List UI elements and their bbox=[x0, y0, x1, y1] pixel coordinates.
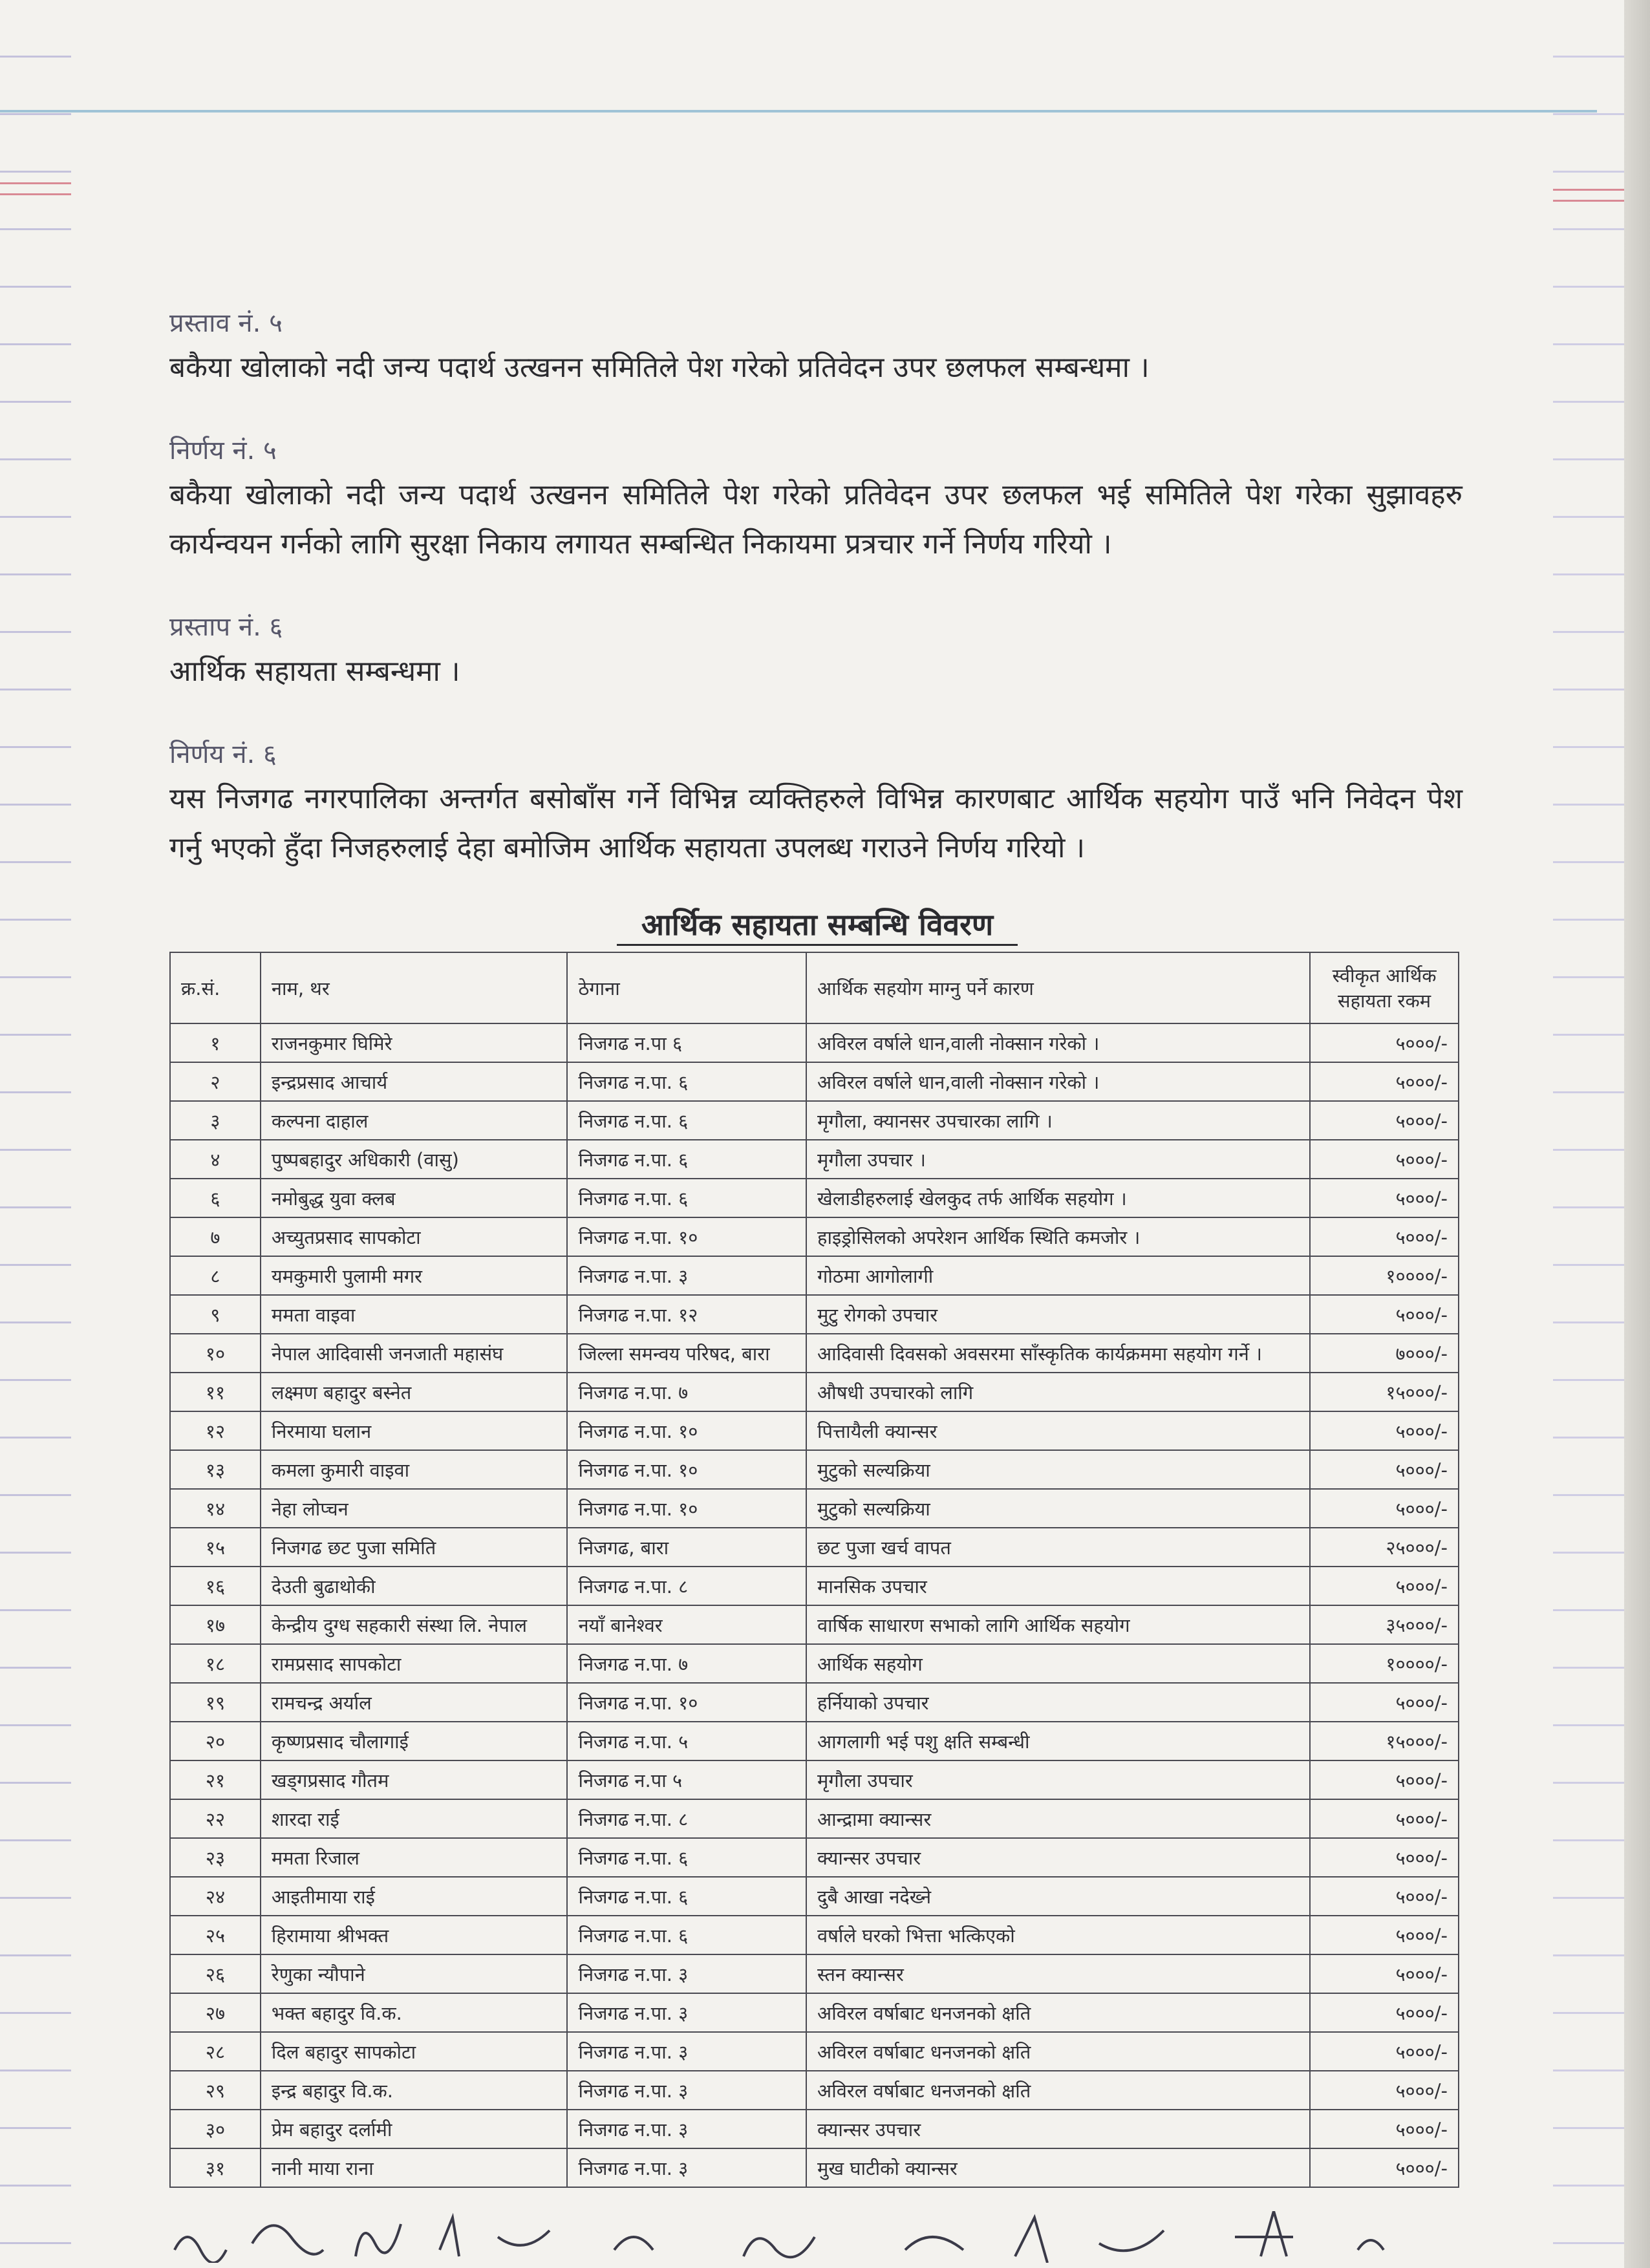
cell-amount: ५०००/- bbox=[1310, 2110, 1459, 2148]
cell-reason: पित्तायैली क्यान्सर bbox=[806, 1411, 1310, 1450]
cell-sn: २० bbox=[170, 1722, 261, 1760]
cell-reason: अविरल वर्षाले धान,वाली नोक्सान गरेको । bbox=[806, 1023, 1310, 1062]
cell-reason: अविरल वर्षाबाट धनजनको क्षति bbox=[806, 2032, 1310, 2071]
cell-amount: ५०००/- bbox=[1310, 1838, 1459, 1877]
cell-address: निजगढ न.पा. १० bbox=[567, 1450, 806, 1489]
cell-sn: ९ bbox=[170, 1295, 261, 1334]
decision-6 bbox=[169, 735, 1462, 873]
cell-amount: १००००/- bbox=[1310, 1644, 1459, 1683]
cell-address: निजगढ न.पा. ३ bbox=[567, 2071, 806, 2110]
cell-address: निजगढ न.पा. ३ bbox=[567, 1256, 806, 1295]
table-row bbox=[170, 1101, 1459, 1140]
cell-amount: १००००/- bbox=[1310, 1256, 1459, 1295]
cell-name: लक्ष्मण बहादुर बस्नेत bbox=[261, 1373, 568, 1411]
cell-amount: ५०००/- bbox=[1310, 1295, 1459, 1334]
cell-reason: अविरल वर्षाबाट धनजनको क्षति bbox=[806, 1993, 1310, 2032]
table-row bbox=[170, 1140, 1459, 1179]
table-row bbox=[170, 1179, 1459, 1217]
cell-amount: ५०००/- bbox=[1310, 1450, 1459, 1489]
cell-address: निजगढ न.पा. ३ bbox=[567, 2148, 806, 2187]
cell-amount: ५०००/- bbox=[1310, 1567, 1459, 1605]
table-header-row bbox=[170, 952, 1459, 1023]
cell-sn: २ bbox=[170, 1062, 261, 1101]
page-edge bbox=[1624, 0, 1650, 2268]
cell-sn: २१ bbox=[170, 1760, 261, 1799]
cell-address: निजगढ न.पा. १२ bbox=[567, 1295, 806, 1334]
cell-sn: ६ bbox=[170, 1179, 261, 1217]
cell-sn: २५ bbox=[170, 1916, 261, 1954]
cell-sn: १० bbox=[170, 1334, 261, 1373]
cell-address: निजगढ न.पा. ५ bbox=[567, 1722, 806, 1760]
cell-amount: ५०००/- bbox=[1310, 1760, 1459, 1799]
table-body bbox=[170, 1023, 1459, 2187]
cell-name: रामप्रसाद सापकोटा bbox=[261, 1644, 568, 1683]
cell-amount: ५०००/- bbox=[1310, 2071, 1459, 2110]
cell-name: आइतीमाया राई bbox=[261, 1877, 568, 1916]
cell-name: नेहा लोप्चन bbox=[261, 1489, 568, 1528]
header-reason: आर्थिक सहयोग माग्नु पर्ने कारण bbox=[806, 952, 1310, 1023]
cell-sn: १९ bbox=[170, 1683, 261, 1722]
cell-sn: २२ bbox=[170, 1799, 261, 1838]
cell-address: निजगढ न.पा. ६ bbox=[567, 1179, 806, 1217]
cell-reason: अविरल वर्षाले धान,वाली नोक्सान गरेको । bbox=[806, 1062, 1310, 1101]
cell-amount: ७०००/- bbox=[1310, 1334, 1459, 1373]
financial-aid-table bbox=[169, 952, 1459, 2188]
notebook-right-margin bbox=[1553, 0, 1624, 2268]
cell-name: रेणुका न्यौपाने bbox=[261, 1954, 568, 1993]
header-sn: क्र.सं. bbox=[170, 952, 261, 1023]
cell-amount: २५०००/- bbox=[1310, 1528, 1459, 1567]
cell-reason: मृगौला उपचार bbox=[806, 1760, 1310, 1799]
header-name: नाम, थर bbox=[261, 952, 568, 1023]
cell-reason: मृगौला उपचार । bbox=[806, 1140, 1310, 1179]
table-row bbox=[170, 1760, 1459, 1799]
table-row bbox=[170, 2148, 1459, 2187]
table-row bbox=[170, 1528, 1459, 1567]
cell-address: निजगढ न.पा. १० bbox=[567, 1411, 806, 1450]
table-row bbox=[170, 1062, 1459, 1101]
cell-reason: मृगौला, क्यानसर उपचारका लागि । bbox=[806, 1101, 1310, 1140]
cell-reason: छट पुजा खर्च वापत bbox=[806, 1528, 1310, 1567]
cell-sn: १७ bbox=[170, 1605, 261, 1644]
cell-address: निजगढ न.पा. ६ bbox=[567, 1101, 806, 1140]
table-row bbox=[170, 1217, 1459, 1256]
cell-name: प्रेम बहादुर दर्लामी bbox=[261, 2110, 568, 2148]
cell-name: ममता रिजाल bbox=[261, 1838, 568, 1877]
cell-amount: ५०००/- bbox=[1310, 1489, 1459, 1528]
table-row bbox=[170, 1567, 1459, 1605]
table-row bbox=[170, 1877, 1459, 1916]
cell-sn: २३ bbox=[170, 1838, 261, 1877]
cell-address: निजगढ न.पा ६ bbox=[567, 1023, 806, 1062]
cell-name: नेपाल आदिवासी जनजाती महासंघ bbox=[261, 1334, 568, 1373]
cell-name: इन्द्र बहादुर वि.क. bbox=[261, 2071, 568, 2110]
proposal-5-heading: प्रस्ताव नं. ५ bbox=[169, 308, 283, 338]
table-row bbox=[170, 1295, 1459, 1334]
header-amount: स्वीकृत आर्थिक सहायता रकम bbox=[1310, 952, 1459, 1023]
cell-sn: ३ bbox=[170, 1101, 261, 1140]
cell-reason: मुख घाटीको क्यान्सर bbox=[806, 2148, 1310, 2187]
cell-amount: ५०००/- bbox=[1310, 1140, 1459, 1179]
table-row bbox=[170, 1644, 1459, 1683]
cell-sn: २४ bbox=[170, 1877, 261, 1916]
cell-name: खड्गप्रसाद गौतम bbox=[261, 1760, 568, 1799]
cell-name: शारदा राई bbox=[261, 1799, 568, 1838]
cell-address: निजगढ न.पा. ६ bbox=[567, 1916, 806, 1954]
cell-address: निजगढ न.पा. ७ bbox=[567, 1644, 806, 1683]
cell-amount: ५०००/- bbox=[1310, 1993, 1459, 2032]
minutes-content bbox=[169, 304, 1462, 912]
decision-5-heading: निर्णय नं. ५ bbox=[169, 436, 277, 465]
cell-amount: ३५०००/- bbox=[1310, 1605, 1459, 1644]
cell-amount: ५०००/- bbox=[1310, 1799, 1459, 1838]
cell-reason: स्तन क्यान्सर bbox=[806, 1954, 1310, 1993]
table-row bbox=[170, 1450, 1459, 1489]
cell-amount: ५०००/- bbox=[1310, 1217, 1459, 1256]
cell-reason: आन्द्रामा क्यान्सर bbox=[806, 1799, 1310, 1838]
cell-amount: ५०००/- bbox=[1310, 1101, 1459, 1140]
cell-address: निजगढ न.पा. ३ bbox=[567, 1993, 806, 2032]
cell-sn: १ bbox=[170, 1023, 261, 1062]
table-row bbox=[170, 1334, 1459, 1373]
table-title: आर्थिक सहायता सम्बन्धि विवरण bbox=[617, 904, 1018, 946]
red-rule-right bbox=[1553, 189, 1624, 202]
cell-name: नमोबुद्ध युवा क्लब bbox=[261, 1179, 568, 1217]
cell-name: इन्द्रप्रसाद आचार्य bbox=[261, 1062, 568, 1101]
cell-amount: १५०००/- bbox=[1310, 1722, 1459, 1760]
cell-name: हिरामाया श्रीभक्त bbox=[261, 1916, 568, 1954]
cell-address: निजगढ न.पा ५ bbox=[567, 1760, 806, 1799]
cell-name: केन्द्रीय दुग्ध सहकारी संस्था लि. नेपाल bbox=[261, 1605, 568, 1644]
table-row bbox=[170, 1954, 1459, 1993]
cell-name: कमला कुमारी वाइवा bbox=[261, 1450, 568, 1489]
cell-reason: गोठमा आगोलागी bbox=[806, 1256, 1310, 1295]
table-row bbox=[170, 1916, 1459, 1954]
cell-reason: दुबै आखा नदेख्ने bbox=[806, 1877, 1310, 1916]
cell-reason: मानसिक उपचार bbox=[806, 1567, 1310, 1605]
cell-sn: १४ bbox=[170, 1489, 261, 1528]
cell-sn: ११ bbox=[170, 1373, 261, 1411]
table-row bbox=[170, 1411, 1459, 1450]
cell-reason: वर्षाले घरको भित्ता भत्किएको bbox=[806, 1916, 1310, 1954]
cell-name: राजनकुमार घिमिरे bbox=[261, 1023, 568, 1062]
cell-sn: २८ bbox=[170, 2032, 261, 2071]
red-rule-left bbox=[0, 182, 71, 195]
cell-reason: क्यान्सर उपचार bbox=[806, 1838, 1310, 1877]
cell-sn: ३० bbox=[170, 2110, 261, 2148]
table-row bbox=[170, 1799, 1459, 1838]
cell-name: अच्युतप्रसाद सापकोटा bbox=[261, 1217, 568, 1256]
cell-amount: ५०००/- bbox=[1310, 2148, 1459, 2187]
decision-5-text: बकैया खोलाको नदी जन्य पदार्थ उत्खनन समितिले पेश गरेको प्रतिवेदन उपर छलफल भई समितिले पेश गरेका सुझावहरु कार्यन्वयन गर्नको लागि सुरक्षा निकाय लगायत सम्बन्धित निकायमा प्रत्रचार गर्ने निर्णय गरियो । bbox=[169, 478, 1462, 561]
cell-name: निजगढ छट पुजा समिति bbox=[261, 1528, 568, 1567]
decision-5 bbox=[169, 431, 1462, 569]
cell-address: निजगढ न.पा. ६ bbox=[567, 1877, 806, 1916]
cell-reason: क्यान्सर उपचार bbox=[806, 2110, 1310, 2148]
cell-sn: १८ bbox=[170, 1644, 261, 1683]
cell-reason: वार्षिक साधारण सभाको लागि आर्थिक सहयोग bbox=[806, 1605, 1310, 1644]
cell-reason: हर्नियाको उपचार bbox=[806, 1683, 1310, 1722]
table-row bbox=[170, 1489, 1459, 1528]
cell-amount: ५०००/- bbox=[1310, 1023, 1459, 1062]
cell-address: जिल्ला समन्वय परिषद, बारा bbox=[567, 1334, 806, 1373]
cell-reason: आगलागी भई पशु क्षति सम्बन्धी bbox=[806, 1722, 1310, 1760]
cell-reason: मुटु रोगको उपचार bbox=[806, 1295, 1310, 1334]
cell-amount: ५०००/- bbox=[1310, 2032, 1459, 2071]
proposal-6 bbox=[169, 608, 1462, 696]
proposal-6-heading: प्रस्ताप नं. ६ bbox=[169, 612, 283, 642]
cell-reason: अविरल वर्षाबाट धनजनको क्षति bbox=[806, 2071, 1310, 2110]
table-row bbox=[170, 2110, 1459, 2148]
decision-6-heading: निर्णय नं. ६ bbox=[169, 740, 277, 769]
cell-address: निजगढ, बारा bbox=[567, 1528, 806, 1567]
cell-address: निजगढ न.पा. ८ bbox=[567, 1567, 806, 1605]
cell-amount: ५०००/- bbox=[1310, 1062, 1459, 1101]
cell-name: देउती बुढाथोकी bbox=[261, 1567, 568, 1605]
cell-address: निजगढ न.पा. ६ bbox=[567, 1062, 806, 1101]
cell-name: ममता वाइवा bbox=[261, 1295, 568, 1334]
cell-address: निजगढ न.पा. ८ bbox=[567, 1799, 806, 1838]
cell-amount: ५०००/- bbox=[1310, 1411, 1459, 1450]
cell-name: नानी माया राना bbox=[261, 2148, 568, 2187]
cell-address: निजगढ न.पा. १० bbox=[567, 1217, 806, 1256]
table-row bbox=[170, 1256, 1459, 1295]
header-address: ठेगाना bbox=[567, 952, 806, 1023]
cell-address: निजगढ न.पा. ७ bbox=[567, 1373, 806, 1411]
cell-amount: ५०००/- bbox=[1310, 1877, 1459, 1916]
cell-sn: २६ bbox=[170, 1954, 261, 1993]
cell-address: निजगढ न.पा. १० bbox=[567, 1683, 806, 1722]
cell-sn: २७ bbox=[170, 1993, 261, 2032]
cell-name: दिल बहादुर सापकोटा bbox=[261, 2032, 568, 2071]
cell-reason: हाइड्रोसिलको अपरेशन आर्थिक स्थिति कमजोर । bbox=[806, 1217, 1310, 1256]
table-row bbox=[170, 1605, 1459, 1644]
cell-address: निजगढ न.पा. ३ bbox=[567, 2110, 806, 2148]
cell-reason: मुटुको सल्यक्रिया bbox=[806, 1450, 1310, 1489]
table-row bbox=[170, 1373, 1459, 1411]
top-rule bbox=[0, 110, 1597, 112]
cell-name: पुष्पबहादुर अधिकारी (वासु) bbox=[261, 1140, 568, 1179]
table-row bbox=[170, 2032, 1459, 2071]
cell-sn: ३१ bbox=[170, 2148, 261, 2187]
handwritten-signatures bbox=[162, 2211, 1455, 2263]
cell-reason: आदिवासी दिवसको अवसरमा साँस्कृतिक कार्यक्रममा सहयोग गर्ने । bbox=[806, 1334, 1310, 1373]
cell-address: नयाँ बानेश्वर bbox=[567, 1605, 806, 1644]
cell-reason: आर्थिक सहयोग bbox=[806, 1644, 1310, 1683]
cell-address: निजगढ न.पा. १० bbox=[567, 1489, 806, 1528]
table-row bbox=[170, 1993, 1459, 2032]
cell-address: निजगढ न.पा. ३ bbox=[567, 2032, 806, 2071]
cell-sn: १६ bbox=[170, 1567, 261, 1605]
table-row bbox=[170, 1683, 1459, 1722]
cell-name: कल्पना दाहाल bbox=[261, 1101, 568, 1140]
table-row bbox=[170, 1838, 1459, 1877]
proposal-6-text: आर्थिक सहायता सम्बन्धमा । bbox=[169, 655, 460, 688]
cell-name: यमकुमारी पुलामी मगर bbox=[261, 1256, 568, 1295]
cell-amount: ५०००/- bbox=[1310, 1916, 1459, 1954]
cell-reason: खेलाडीहरुलाई खेलकुद तर्फ आर्थिक सहयोग । bbox=[806, 1179, 1310, 1217]
cell-sn: ८ bbox=[170, 1256, 261, 1295]
cell-name: निरमाया घलान bbox=[261, 1411, 568, 1450]
table-row bbox=[170, 1023, 1459, 1062]
proposal-5 bbox=[169, 304, 1462, 392]
cell-reason: मुटुको सल्यक्रिया bbox=[806, 1489, 1310, 1528]
decision-6-text: यस निजगढ नगरपालिका अन्तर्गत बसोबाँस गर्ने विभिन्न व्यक्तिहरुले विभिन्न कारणबाट आर्थिक सहयोग पाउँ भनि निवेदन पेश गर्नु भएको हुँदा निजहरुलाई देहा बमोजिम आर्थिक सहायता उपलब्ध गराउने निर्णय गरियो । bbox=[169, 782, 1463, 864]
cell-address: निजगढ न.पा. ६ bbox=[567, 1140, 806, 1179]
proposal-5-text: बकैया खोलाको नदी जन्य पदार्थ उत्खनन समितिले पेश गरेको प्रतिवेदन उपर छलफल सम्बन्धमा । bbox=[169, 351, 1150, 384]
cell-sn: १३ bbox=[170, 1450, 261, 1489]
cell-amount: ५०००/- bbox=[1310, 1954, 1459, 1993]
cell-address: निजगढ न.पा. ६ bbox=[567, 1838, 806, 1877]
cell-amount: ५०००/- bbox=[1310, 1683, 1459, 1722]
cell-address: निजगढ न.पा. ३ bbox=[567, 1954, 806, 1993]
cell-sn: १५ bbox=[170, 1528, 261, 1567]
cell-name: भक्त बहादुर वि.क. bbox=[261, 1993, 568, 2032]
notebook-left-margin bbox=[0, 0, 71, 2268]
table-row bbox=[170, 1722, 1459, 1760]
table-row bbox=[170, 2071, 1459, 2110]
cell-name: रामचन्द्र अर्याल bbox=[261, 1683, 568, 1722]
cell-sn: ७ bbox=[170, 1217, 261, 1256]
cell-amount: १५०००/- bbox=[1310, 1373, 1459, 1411]
cell-sn: २९ bbox=[170, 2071, 261, 2110]
cell-sn: १२ bbox=[170, 1411, 261, 1450]
cell-reason: औषधी उपचारको लागि bbox=[806, 1373, 1310, 1411]
cell-amount: ५०००/- bbox=[1310, 1179, 1459, 1217]
cell-sn: ४ bbox=[170, 1140, 261, 1179]
cell-name: कृष्णप्रसाद चौलागाई bbox=[261, 1722, 568, 1760]
